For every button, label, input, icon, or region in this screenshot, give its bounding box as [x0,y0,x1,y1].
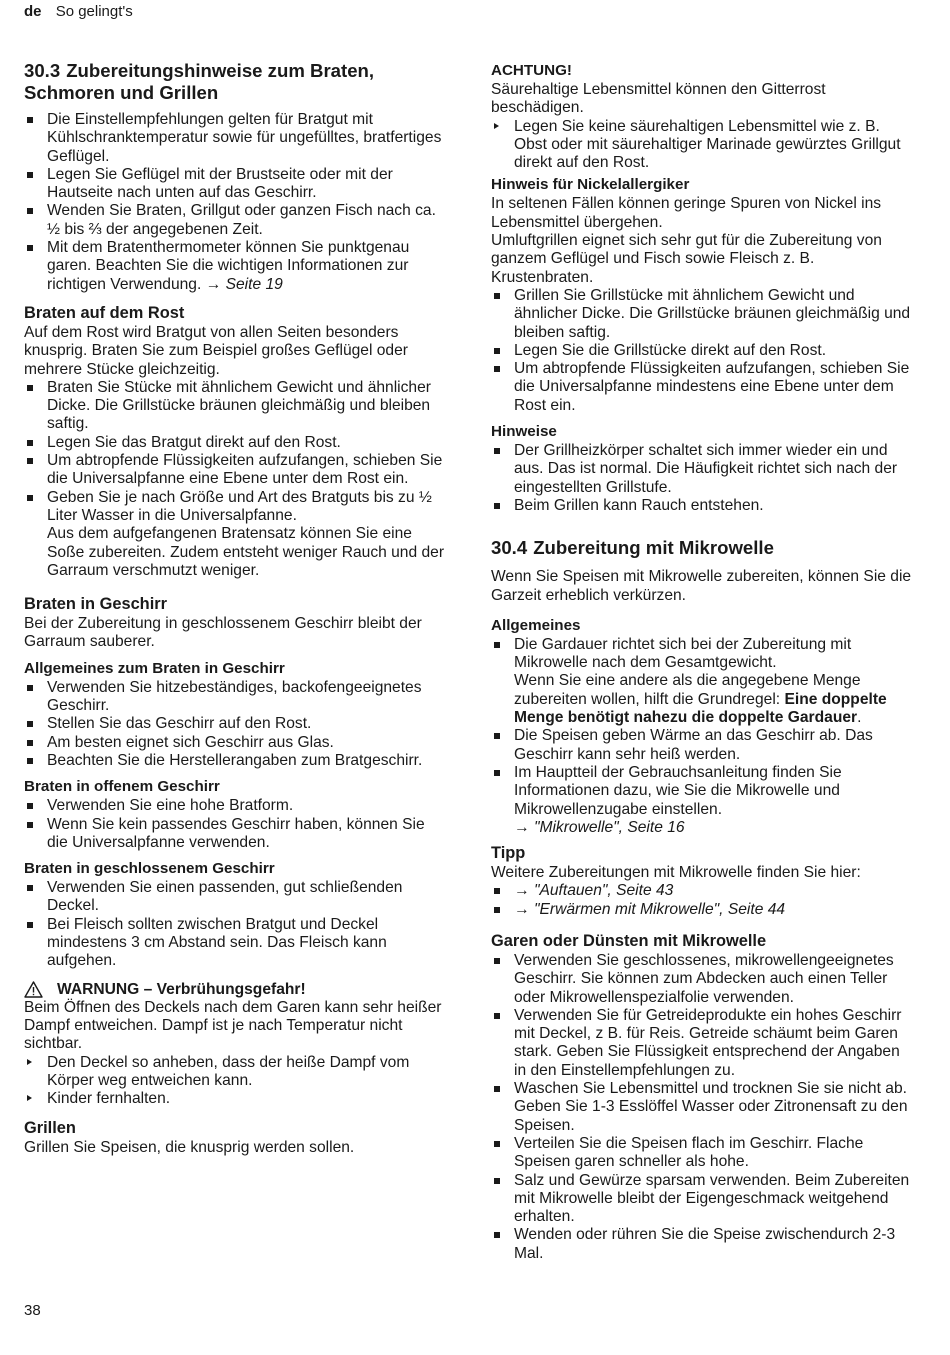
list-item: Bei Fleisch sollten zwischen Bratgut und Deckel mindestens 3 cm Abstand sein. Das Fleisch kann aufgehen. [24,916,449,971]
paragraph: Weitere Zubereitungen mit Mikrowelle finden Sie hier: [491,864,861,882]
offenes-geschirr-list [24,797,449,852]
paragraph: In seltenen Fällen können geringe Spuren von Nickel ins Lebensmittel übergehen. [491,195,882,231]
achtung-text: Säurehaltige Lebensmittel können den Gitterrost beschädigen. [491,81,826,117]
list-item: Am besten eignet sich Geschirr aus Glas. [24,734,449,752]
achtung-steps [491,118,916,173]
list-item: Legen Sie das Bratgut direkt auf den Rost. [24,434,449,452]
paragraph: Bei der Zubereitung in geschlossenem Geschirr bleibt der Garraum sauberer. [24,615,422,651]
nickel-list [491,287,916,415]
right-column [491,62,916,1263]
list-item [491,764,916,837]
cross-reference-text: "Erwärmen mit Mikrowelle", Seite 44 [533,900,786,918]
list-item: Legen Sie die Grillstücke direkt auf den Rost. [491,342,916,360]
list-item [491,636,916,727]
heading-hinweise: Hinweise [491,423,557,441]
list-item-extra: Aus dem aufgefangenen Bratensatz können Sie eine Soße zubereiten. Zudem entsteht weniger Rauch und der Garraum verschmutzt weniger. [47,525,445,579]
list-item: Wenden oder rühren Sie die Speise zwischendurch 2-3 Mal. [491,1226,916,1263]
heading-braten-geschirr: Braten in Geschirr [24,595,168,614]
list-item: Verwenden Sie für Getreideprodukte ein hohes Geschirr mit Deckel, z B. für Reis. Getreide schäumt beim Garen stark. Geben Sie Flüssigkeit entsprechend der Angaben in den Einstellempfehlungen zu. [491,1007,916,1080]
arrow-icon: → [514,900,530,918]
paragraph: Grillen Sie Speisen, die knusprig werden sollen. [24,1138,355,1156]
warning-heading [24,981,449,999]
tipp-list [491,882,916,919]
cross-reference-link[interactable] [514,819,916,837]
list-item: Der Grillheizkörper schaltet sich immer wieder ein und aus. Das ist normal. Die Häufigkeit richtet sich nach der eingestellten Grillstufe. [491,442,916,497]
list-item: Verteilen Sie die Speisen flach im Geschirr. Flache Speisen garen schneller als hohe. [491,1135,916,1172]
list-item: Verwenden Sie eine hohe Bratform. [24,797,449,815]
list-item: Braten Sie Stücke mit ähnlichem Gewicht und ähnlicher Dicke. Die Grillstücke bräunen gleichmäßig und bleiben saftig. [24,379,449,434]
section-30-4-heading [491,537,916,559]
list-item: Waschen Sie Lebensmittel und trocknen Sie sie nicht ab. Geben Sie 1-3 Esslöffel Wasser oder Zitronensaft zu den Speisen. [491,1080,916,1135]
list-item: Wenn Sie kein passendes Geschirr haben, können Sie die Universalpfanne verwenden. [24,816,449,853]
list-item-extra-emphasis: Eine doppelte Menge benötigt nahezu die doppelte Gardauer [514,690,887,727]
hinweise-list [491,442,916,515]
heading-nickelallergiker: Hinweis für Nickelallergiker [491,176,690,194]
list-item-text: Die Gardauer richtet sich bei der Zubereitung mit Mikrowelle nach dem Gesamtgewicht. [514,635,852,672]
language-code: de [24,3,42,20]
section-title: Zubereitungshinweise zum Braten, Schmoren und Grillen [24,60,375,103]
list-item: Die Einstellempfehlungen gelten für Bratgut mit Kühlschranktemperatur sowie für ungefülltes, bratfertiges Geflügel. [24,111,449,166]
list-item: Den Deckel so anheben, dass der heiße Dampf vom Körper weg entweichen kann. [24,1054,449,1091]
page-number: 38 [24,1302,41,1319]
list-item: Verwenden Sie hitzebeständiges, backofengeeignetes Geschirr. [24,679,449,716]
list-item-extra-text: Wenn Sie eine andere als die angegebene Menge zubereiten wollen, hilft die Grundregel: [514,672,861,708]
section-title: Zubereitung mit Mikrowelle [533,537,774,559]
list-item-text: Geben Sie je nach Größe und Art des Bratguts bis zu ½ Liter Wasser in die Universalpfanne. [47,488,432,524]
cross-reference-link[interactable] [491,901,916,919]
warning-title: WARNUNG – Verbrühungsgefahr! [57,980,306,998]
section-30-3-list [24,111,449,294]
list-item-extra-end: . [857,709,862,727]
list-item-extra [514,672,916,727]
rost-list [24,379,449,580]
warning-text: Beim Öffnen des Deckels nach dem Garen kann sehr heißer Dampf entweichen. Dampf ist je nach Temperatur nicht sichtbar. [24,998,442,1053]
geschlossenes-geschirr-list [24,879,449,970]
list-item: Um abtropfende Flüssigkeiten aufzufangen, schieben Sie die Universalpfanne mindestens eine Ebene unter dem Rost ein. [491,360,916,415]
list-item: Wenden Sie Braten, Grillgut oder ganzen Fisch nach ca. ½ bis ⅔ der angegebenen Zeit. [24,202,449,239]
page-header [24,3,133,21]
allgemeines-geschirr-list [24,679,449,770]
list-item: Beim Grillen kann Rauch entstehen. [491,497,916,515]
cross-reference-text: Seite 19 [225,275,283,293]
cross-reference-text: "Mikrowelle", Seite 16 [533,818,685,836]
paragraph: Umluftgrillen eignet sich sehr gut für die Zubereitung von ganzem Geflügel und Fisch sowie Fleisch z. B. Krustenbraten. [491,232,882,286]
list-item: Salz und Gewürze sparsam verwenden. Beim Zubereiten mit Mikrowelle bleibt der Eigengeschmack weitgehend erhalten. [491,1172,916,1227]
heading-garen-duensten: Garen oder Dünsten mit Mikrowelle [491,931,767,950]
arrow-icon: → [514,882,530,900]
arrow-icon: → [205,275,222,293]
list-item: Grillen Sie Grillstücke mit ähnlichem Gewicht und ähnlicher Dicke. Die Grillstücke bräunen gleichmäßig und bleiben saftig. [491,287,916,342]
heading-offenes-geschirr: Braten in offenem Geschirr [24,778,220,796]
list-item: Stellen Sie das Geschirr auf den Rost. [24,715,449,733]
heading-geschlossenes-geschirr: Braten in geschlossenem Geschirr [24,860,275,878]
arrow-icon: → [514,818,530,836]
list-item: Um abtropfende Flüssigkeiten aufzufangen, schieben Sie die Universalpfanne eine Ebene unter dem Rost ein. [24,452,449,489]
cross-reference-link[interactable] [206,276,283,293]
heading-grillen: Grillen [24,1118,76,1137]
list-item: Verwenden Sie einen passenden, gut schließenden Deckel. [24,879,449,916]
left-column [24,60,449,1157]
achtung-heading: ACHTUNG! [491,62,572,79]
list-item-text: Mit dem Bratenthermometer können Sie punktgenau garen. Beachten Sie die wichtigen Informationen zur richtigen Verwendung. [47,239,410,293]
paragraph: Wenn Sie Speisen mit Mikrowelle zubereiten, können Sie die Garzeit erheblich verkürzen. [491,568,912,604]
list-item: Legen Sie keine säurehaltigen Lebensmittel wie z. B. Obst oder mit säurehaltiger Marinade gewürztes Grillgut direkt auf den Rost. [491,118,916,173]
list-item-text: Im Hauptteil der Gebrauchsanleitung finden Sie Informationen dazu, wie Sie die Mikrowelle und Mikrowellenzugabe einstellen. [514,763,842,818]
list-item [24,489,449,580]
list-item: Legen Sie Geflügel mit der Brustseite oder mit der Hautseite nach unten auf das Geschirr. [24,166,449,203]
heading-allgemeines: Allgemeines [491,616,581,634]
list-item [24,239,449,294]
allgemeines-list [491,636,916,837]
list-item: Beachten Sie die Herstellerangaben zum Bratgeschirr. [24,752,449,770]
warning-steps [24,1054,449,1109]
cross-reference-link[interactable] [491,882,916,900]
list-item: Verwenden Sie geschlossenes, mikrowellengeeignetes Geschirr. Sie können zum Abdecken auch einen Teller oder Mikrowellenspezialfolie verwenden. [491,952,916,1007]
section-number: 30.3 [24,60,61,81]
paragraph: Auf dem Rost wird Bratgut von allen Seiten besonders knusprig. Braten Sie zum Beispiel großes Geflügel oder mehrere Stücke gleichzeitig. [24,323,408,378]
list-item: Die Speisen geben Wärme an das Geschirr ab. Das Geschirr kann sehr heiß werden. [491,727,916,764]
warning-triangle-icon [24,981,43,998]
garen-list [491,952,916,1263]
list-item: Kinder fernhalten. [24,1090,449,1108]
section-number: 30.4 [491,537,528,559]
heading-tipp: Tipp [491,844,526,863]
heading-braten-rost: Braten auf dem Rost [24,303,185,322]
section-name: So gelingt's [55,3,133,20]
section-30-3-heading [24,60,449,104]
cross-reference-text: "Auftauen", Seite 43 [533,882,674,900]
heading-allgemeines-geschirr: Allgemeines zum Braten in Geschirr [24,659,285,677]
